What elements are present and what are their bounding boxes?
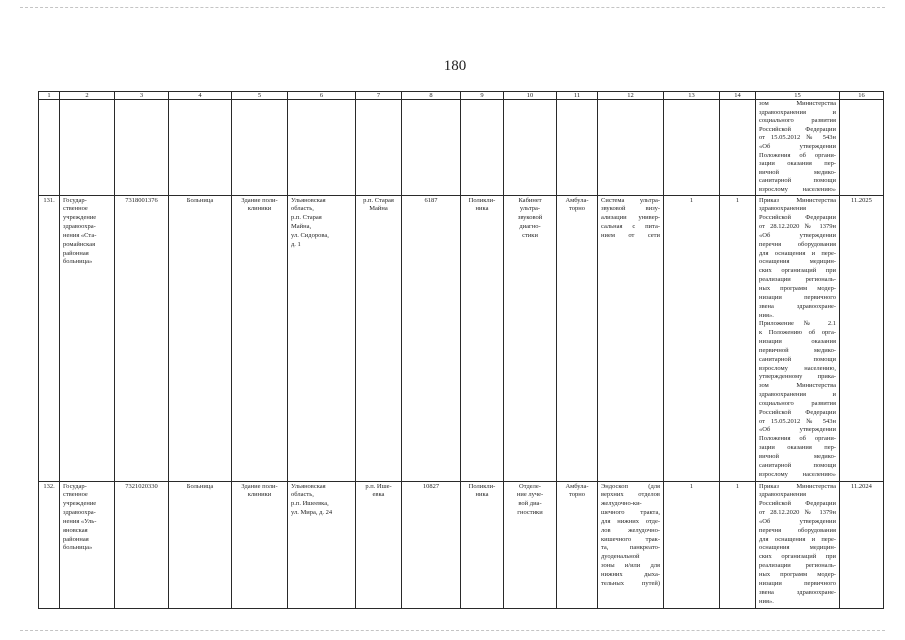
cell-equipment: Эндоскоп (для верхних отделов желудочно-ки- шечного тракта, для нижних отде- лов желудочно- кишечного трак- та, панкреато- дуоденальной зоны и/или для нижних дыха- тельных путей): [598, 481, 664, 608]
scan-edge-bottom: [20, 630, 885, 631]
column-number-row: [39, 92, 884, 100]
cell-care-form: Амбула- торно: [557, 481, 598, 608]
cell-population: [402, 100, 461, 196]
cell-quantity-planned: [720, 100, 756, 196]
cell-address: Ульяновская область, р.п. Ишеевка, ул. Мира, д. 24: [288, 481, 356, 608]
cell-settlement: [356, 100, 402, 196]
column-number-header: 15: [756, 92, 840, 100]
column-number-header: 8: [402, 92, 461, 100]
column-number-header: 13: [664, 92, 720, 100]
cell-care-form: Амбула- торно: [557, 195, 598, 481]
column-number-header: 16: [840, 92, 884, 100]
table-row: [39, 195, 884, 481]
cell-deadline: 11.2025: [840, 195, 884, 481]
cell-address: Ульяновская область, р.п. Старая Майна, ул. Сидорова, д. 1: [288, 195, 356, 481]
cell-inn: [115, 100, 169, 196]
cell-organization: Государ- ственное учреждение здравоохра- нения «Уль- яновская районная больница»: [60, 481, 115, 608]
cell-facility-type: Больница: [169, 195, 232, 481]
cell-building: Здание поли- клиники: [232, 195, 288, 481]
cell-department: Кабинет ультра- звуковой диагно- стики: [504, 195, 557, 481]
column-number-header: 12: [598, 92, 664, 100]
cell-deadline: 11.2024: [840, 481, 884, 608]
cell-building: [232, 100, 288, 196]
column-number-header: 3: [115, 92, 169, 100]
cell-number: 132.: [39, 481, 60, 608]
column-number-header: 6: [288, 92, 356, 100]
cell-legal-basis: Приказ Министерства здравоохранения Российской Федерации от 28.12.2020 № 1379н «Об утверждении перечня оборудования для оснащения и пере- оснащения медицин- ских организаций при реализации региональ- ных программ модер- низации первичного звена здравоохране- ния».: [756, 481, 840, 608]
cell-quantity-required: 1: [664, 481, 720, 608]
column-number-header: 11: [557, 92, 598, 100]
cell-deadline: [840, 100, 884, 196]
cell-organization: [60, 100, 115, 196]
page-number: 180: [443, 58, 467, 74]
scan-edge-top: [20, 7, 885, 8]
cell-population: 10827: [402, 481, 461, 608]
cell-facility-type: [169, 100, 232, 196]
cell-legal-basis: Приказ Министерства здравоохранения Российской Федерации от 28.12.2020 № 1379н «Об утверждении перечня оборудования для оснащения и пере- оснащения медицин- ских организаций при реализации региональ- ных программ модер- низации первичного звена здравоохране- ния». Приложение № 2.1 к Положению об орга- низации оказания первичной медико- санитарной помощи взрослому населению, утвержденному прика- зом Министерства здравоохранения и социального развития Российской Федерации от 15.05.2012 № 543н «Об утверждении Положения об органи- зации оказания пер- вичной медико- санитарной помощи взрослому населению»: [756, 195, 840, 481]
column-number-header: 2: [60, 92, 115, 100]
cell-quantity-required: 1: [664, 195, 720, 481]
cell-legal-basis: зом Министерства здравоохранения и социального развития Российской Федерации от 15.05.2012 № 543н «Об утверждении Положения об органи- зации оказания пер- вичной медико- санитарной помощи взрослому населению»: [756, 100, 840, 196]
register-table: [38, 91, 884, 609]
cell-settlement: р.п. Старая Майна: [356, 195, 402, 481]
column-number-header: 10: [504, 92, 557, 100]
cell-care-form: [557, 100, 598, 196]
cell-organization: Государ- ственное учреждение здравоохра- нения «Ста- ромайнская районная больница»: [60, 195, 115, 481]
column-number-header: 1: [39, 92, 60, 100]
cell-quantity-required: [664, 100, 720, 196]
column-number-header: 5: [232, 92, 288, 100]
cell-number: [39, 100, 60, 196]
cell-inn: 7321020330: [115, 481, 169, 608]
cell-quantity-planned: 1: [720, 481, 756, 608]
table-row: [39, 481, 884, 608]
cell-address: [288, 100, 356, 196]
cell-department: Отделе- ние луче- вой диа- гностики: [504, 481, 557, 608]
column-number-header: 7: [356, 92, 402, 100]
cell-equipment: Система ультра- звуковой визу- ализации универ- сальная с пита- нием от сети: [598, 195, 664, 481]
cell-unit: Поликли- ника: [461, 195, 504, 481]
table-row-continuation: [39, 100, 884, 196]
cell-inn: 7318001376: [115, 195, 169, 481]
cell-department: [504, 100, 557, 196]
column-number-header: 4: [169, 92, 232, 100]
cell-equipment: [598, 100, 664, 196]
cell-unit: Поликли- ника: [461, 481, 504, 608]
cell-facility-type: Больница: [169, 481, 232, 608]
cell-building: Здание поли- клиники: [232, 481, 288, 608]
cell-number: 131.: [39, 195, 60, 481]
column-number-header: 14: [720, 92, 756, 100]
cell-settlement: р.п. Ише- евка: [356, 481, 402, 608]
cell-population: 6187: [402, 195, 461, 481]
cell-unit: [461, 100, 504, 196]
cell-quantity-planned: 1: [720, 195, 756, 481]
column-number-header: 9: [461, 92, 504, 100]
